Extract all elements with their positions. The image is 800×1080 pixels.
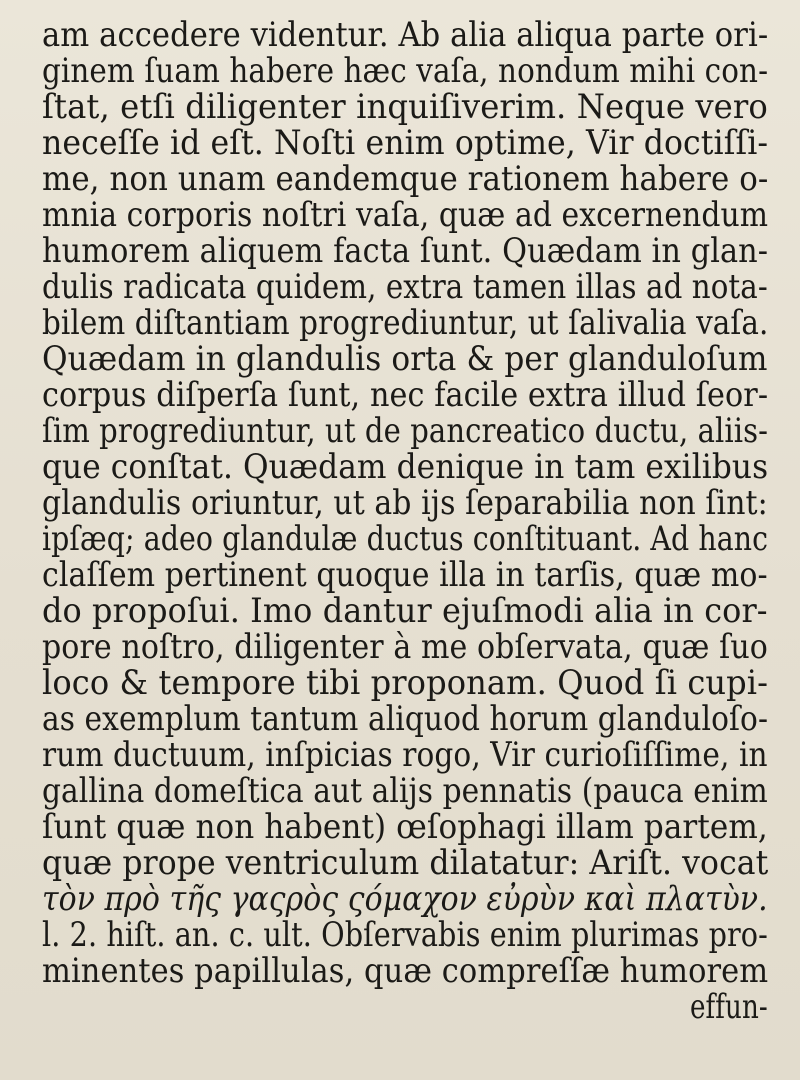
text-line: bilem diſtantiam progrediuntur, ut ſalivalia vaſa. [42,303,769,342]
text-line: as exemplum tantum aliquod horum glanduloſo- [42,699,769,738]
text-line: glandulis oriuntur, ut ab ijs ſeparabilia non ſint: [42,483,768,522]
text-line: l. 2. hiſt. an. c. ult. Obſervabis enim plurimas pro- [42,915,768,954]
text-line: do propoſui. Imo dantur ejuſmodi alia in cor- [42,591,768,630]
text-line: ſunt quæ non habent) œſophagi illam partem, [42,807,768,846]
text-line: neceſſe id eſt. Noſti enim optime, Vir doctiſſi- [42,123,769,162]
text-line: minentes papillulas, quæ compreſſæ humorem [42,951,769,990]
text-line: ginem ſuam habere hæc vaſa, nondum mihi con- [42,51,769,90]
text-line: Quædam in glandulis orta & per glanduloſum [42,339,768,378]
text-line: humorem aliquem facta ſunt. Quædam in glan- [42,231,769,270]
text-line: rum ductuum, inſpicias rogo, Vir curioſiſſime, in [42,735,768,774]
text-line: claſſem pertinent quoque illa in tarſis, quæ mo- [42,555,768,594]
text-line: me, non unam eandemque rationem habere o- [42,159,769,198]
text-line: gallina domeſtica aut alijs pennatis (pauca enim [42,771,768,810]
text-line: que conſtat. Quædam denique in tam exilibus [42,447,769,486]
text-line: loco & tempore tibi proponam. Quod ſi cupi- [42,663,769,702]
text-line: am accedere videntur. Ab alia aliqua parte ori- [42,15,769,54]
text-line: pore noſtro, diligenter à me obſervata, quæ ſuo [42,627,768,666]
text-line: ipſæq; adeo glandulæ ductus conſtituant. Ad hanc [42,519,769,558]
text-line: ſim progrediuntur, ut de pancreatico ductu, aliis- [42,411,769,450]
text-line: quæ prope ventriculum dilatatur: Ariſt. vocat [42,843,769,882]
greek-text-line: τὸν πρὸ τῆς γαςρὸς ςόμαχον εὐρὺν καὶ πλατὺν. [42,879,768,918]
text-line: dulis radicata quidem, extra tamen illas ad nota- [42,267,768,306]
text-line: mnia corporis noſtri vaſa, quæ ad excernendum [42,195,769,234]
catchword: effun- [690,987,768,1026]
text-line: corpus diſperſa ſunt, nec facile extra illud ſeor- [42,375,769,414]
text-line: ſtat, etſi diligenter inquiſiverim. Neque vero [42,87,768,126]
